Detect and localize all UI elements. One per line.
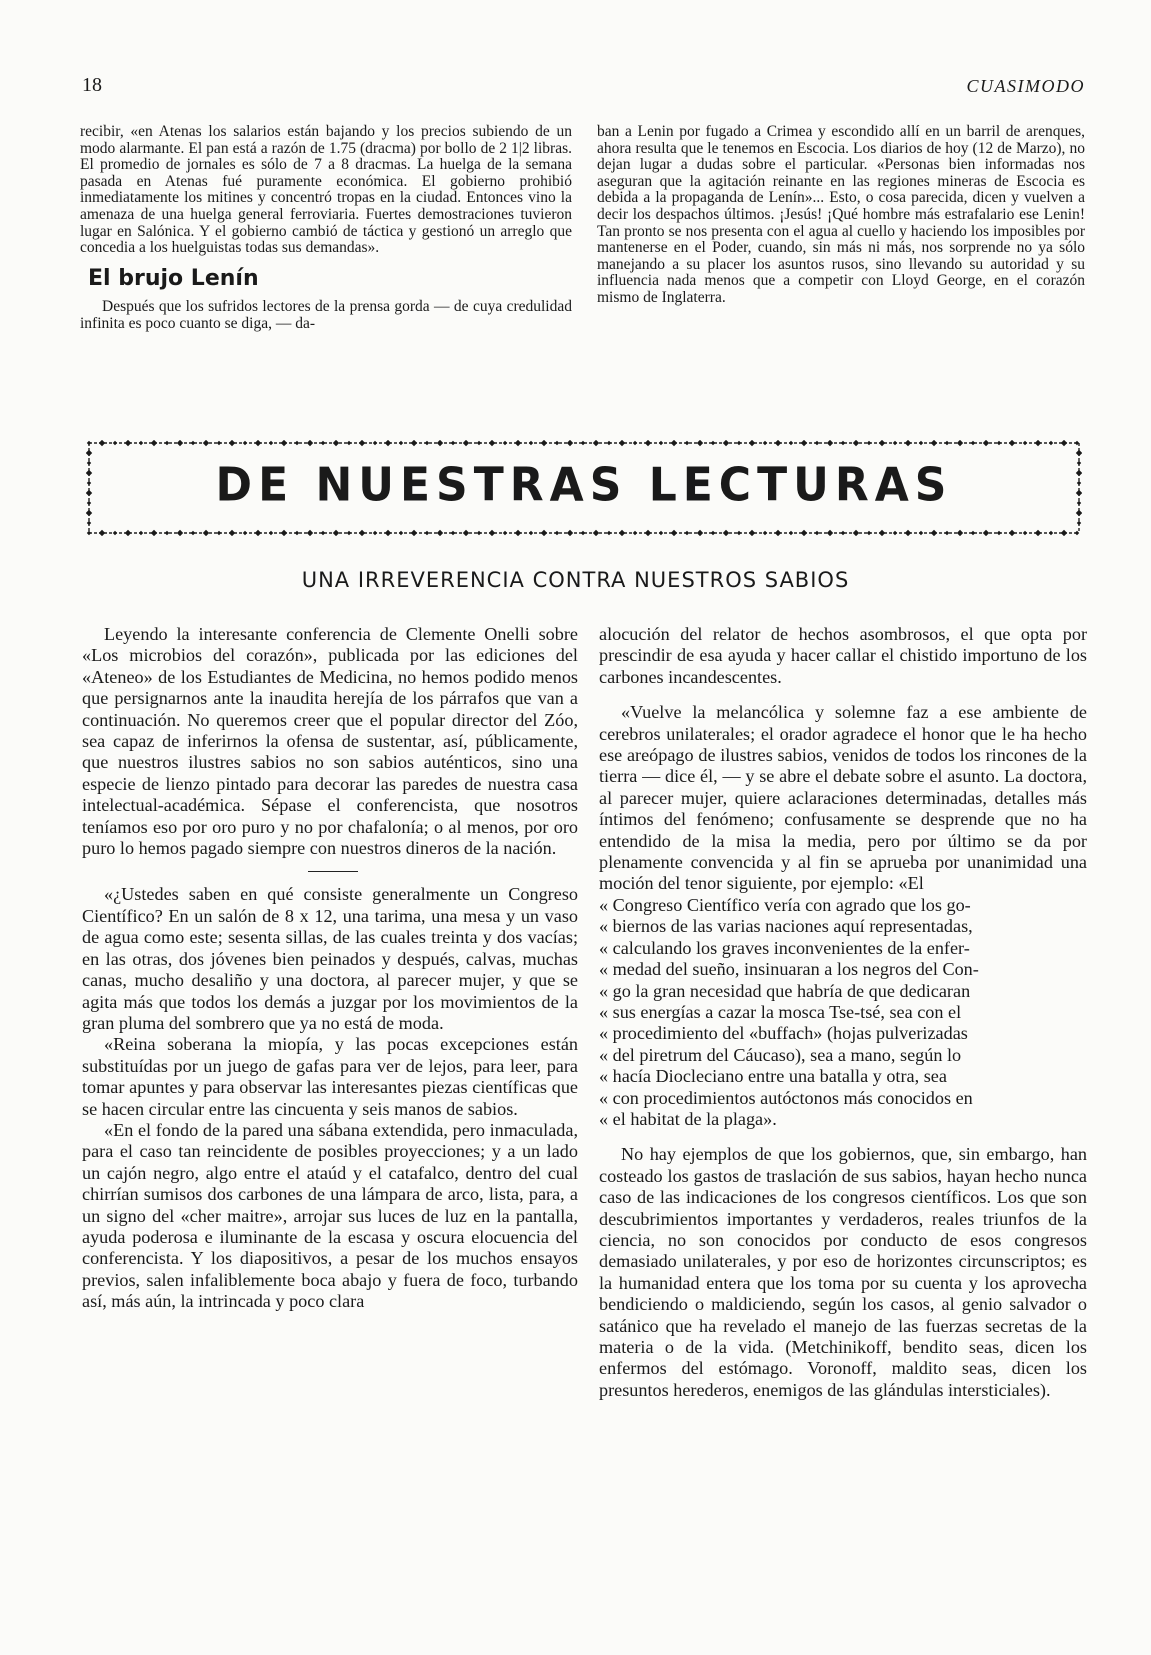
border-diamond-ornament (333, 440, 339, 446)
border-diamond-ornament (529, 441, 533, 445)
border-diamond-ornament (99, 530, 105, 536)
border-diamond-ornament (463, 530, 469, 536)
border-diamond-ornament (775, 530, 781, 536)
quote-line: « Congreso Científico vería con agrado que los go- (599, 894, 971, 915)
border-diamond-ornament (269, 441, 273, 445)
border-diamond-ornament (139, 441, 143, 445)
border-diamond-ornament (281, 530, 287, 536)
border-diamond-ornament (373, 441, 377, 445)
border-diamond-ornament (879, 440, 885, 446)
border-diamond-ornament (1023, 531, 1027, 535)
border-diamond-ornament (229, 440, 235, 446)
border-diamond-ornament (86, 450, 92, 456)
paragraph: No hay ejemplos de que los gobiernos, que, sin embargo, han costeado los gastos de traslación de sus sabios, hayan hecho nunca caso de las indicaciones de los congresos científicos. Los que son descubrimientos importantes y verdaderos, reales triunfos de la ciencia, no son conocidos por conducto de esos congresos demasiado unilaterales, y por eso de horizontes circunscriptos; es la humanidad entera que los toma por su cuenta y los aprovecha bendiciendo o maldiciendo, según los casos, al genio salvador o satánico que ha revelado el manejo de las fuerzas secretas de la materia o de la vida. (Metchinikoff, bendito seas, dicen los enfermos del estómago. Voronoff, maldito seas, dicen los presuntos herederos, enemigos de las glándulas intersticiales). (599, 1144, 1087, 1400)
border-diamond-ornament (125, 530, 131, 536)
border-diamond-ornament (217, 441, 221, 445)
quote-line: « hacía Diocleciano entre una batalla y otra, sea (599, 1066, 947, 1087)
border-diamond-ornament (763, 441, 767, 445)
border-diamond-ornament (749, 530, 755, 536)
border-diamond-ornament (827, 530, 833, 536)
border-diamond-ornament (373, 531, 377, 535)
paragraph: ban a Lenin por fugado a Crimea y escondido allí en un barril de arenques, ahora resulta que le tenemos en Escocia. Los diarios de hoy (12 de Marzo), no dejan lugar a dudas sobre el particular. «Personas bien informadas nos aseguran que la agitación reinante en las regiones mineras de Escocia es debida a la propaganda de Lenín»... Esto, o cosa parecida, dicen y vuelven a decir los despachos últimos. ¡Jesús! ¡Qué hombre más estrafalario ese Lenin! Tan pronto se nos presenta con el agua al cuello y haciendo los imposibles por mantenerse en el Poder, cuando, sin más ni más, nos sorprende no ya sólo manejando a su placer los asuntos rusos, sino llevando su autoridad y su influencia nada menos que a competir con Lloyd George, en el corazón mismo de Inglaterra. (597, 123, 1085, 306)
quote-line: « medad del sueño, insinuaran a los negros del Con- (599, 959, 979, 980)
border-diamond-ornament (945, 531, 949, 535)
border-diamond-ornament (645, 530, 651, 536)
border-diamond-ornament (997, 531, 1001, 535)
border-diamond-ornament (321, 441, 325, 445)
border-diamond-ornament (815, 531, 819, 535)
section-title: DE NUESTRAS LECTURAS (215, 458, 953, 513)
border-diamond-ornament (99, 440, 105, 446)
border-diamond-ornament (203, 530, 209, 536)
border-diamond-ornament (243, 531, 247, 535)
border-diamond-ornament (515, 530, 521, 536)
border-diamond-ornament (399, 441, 403, 445)
border-diamond-ornament (607, 531, 611, 535)
border-diamond-ornament (411, 530, 417, 536)
border-diamond-ornament (1061, 530, 1067, 536)
border-diamond-ornament (541, 440, 547, 446)
quote-line: « del piretrum del Cáucaso), sea a mano, según lo (599, 1044, 962, 1065)
section-banner (86, 440, 1082, 536)
border-diamond-ornament (243, 441, 247, 445)
border-diamond-ornament (385, 530, 391, 536)
paragraph: Leyendo la interesante conferencia de Clemente Onelli sobre «Los microbios del corazón», publicada por las ediciones del «Ateneo» de los Estudiantes de Medicina, no hemos podido menos que persignarnos ante la inaudita herejía de los párrafos que van a continuación. No queremos creer que el popular director del Zóo, sea capaz de inferirnos la ofensa de sustentar, así, públicamente, que nuestros ilustres sabios no son sabios auténticos, sino una especie de lienzo pintado para decorar las paredes de nuestra casa intelectual-académica. Sépase el conferencista, que nosotros teníamos eso por oro puro y no por chafalonía; o al menos, por oro puro lo hemos pagado siempre con nuestros dineros de la nación. (82, 624, 578, 859)
border-diamond-ornament (541, 530, 547, 536)
border-diamond-ornament (853, 440, 859, 446)
border-diamond-ornament (191, 441, 195, 445)
border-diamond-ornament (1009, 530, 1015, 536)
border-diamond-ornament (555, 441, 559, 445)
border-diamond-ornament (477, 531, 481, 535)
border-diamond-ornament (399, 531, 403, 535)
border-diamond-ornament (177, 530, 183, 536)
border-diamond-ornament (333, 530, 339, 536)
border-diamond-ornament (737, 531, 741, 535)
paragraph: «¿Ustedes saben en qué consiste generalmente un Congreso Científico? En un salón de 8 x 12, una tarima, una mesa y un vaso de agua como este; sesenta sillas, de las cuales treinta y dos vacías; en las otras, dos jóvenes bien peinados y después, calvas, muchas canas, mucho desaliño y una doctora, al parecer mujer, y que se agita más que todos los demás a juzgar por los movimientos de la gran pluma del sombrero que ya no está de moda. (82, 884, 578, 1033)
border-diamond-ornament (437, 530, 443, 536)
border-diamond-ornament (685, 531, 689, 535)
border-diamond-ornament (905, 440, 911, 446)
border-diamond-ornament (151, 530, 157, 536)
border-diamond-ornament (1076, 450, 1082, 456)
paragraph: Después que los sufridos lectores de la prensa gorda — de cuya credulidad infinita es poco cuanto se diga, — da- (80, 298, 572, 332)
border-diamond-ornament (659, 441, 663, 445)
quote-line: « el habitat de la plaga». (599, 1108, 777, 1129)
border-diamond-ornament (749, 440, 755, 446)
border-diamond-ornament (503, 531, 507, 535)
top-left-column (80, 124, 572, 333)
border-diamond-ornament (867, 441, 871, 445)
border-diamond-ornament (321, 531, 325, 535)
border-diamond-ornament (619, 440, 625, 446)
border-diamond-ornament (867, 531, 871, 535)
border-diamond-ornament (671, 440, 677, 446)
border-diamond-ornament (581, 441, 585, 445)
border-diamond-ornament (515, 440, 521, 446)
border-diamond-ornament (255, 530, 261, 536)
border-diamond-ornament (295, 531, 299, 535)
border-diamond-ornament (905, 530, 911, 536)
border-diamond-ornament (945, 441, 949, 445)
border-diamond-ornament (723, 440, 729, 446)
border-diamond-ornament (711, 441, 715, 445)
border-diamond-ornament (593, 440, 599, 446)
border-diamond-ornament (801, 530, 807, 536)
border-diamond-ornament (451, 531, 455, 535)
paragraph: alocución del relator de hechos asombrosos, el que opta por prescindir de esa ayuda y hacer callar el chistido importuno de los carbones incandescentes. (599, 624, 1087, 687)
border-diamond-ornament (593, 530, 599, 536)
border-diamond-ornament (1035, 530, 1041, 536)
border-diamond-ornament (1035, 440, 1041, 446)
border-diamond-ornament (931, 530, 937, 536)
paragraph: recibir, «en Atenas los salarios están bajando y los precios subiendo de un modo alarmante. El pan está a razón de 1.75 (dracma) por bollo de 2 1|2 libras. El promedio de jornales es sólo de 7 a 8 dracmas. La huelga de la semana pasada en Atenas fué puramente económica. El gobierno prohibió inmediatamente los mitines y concentró tropas en la ciudad. Entonces vino la amenaza de una huelga general ferroviaria. Fuertes demostraciones tuvieron lugar en Salónica. Y el gobierno cambió de táctica y gestionó un arreglo que concedia a los huelguistas todas sus demandas». (80, 123, 572, 257)
border-diamond-ornament (893, 531, 897, 535)
border-diamond-ornament (425, 441, 429, 445)
border-diamond-ornament (359, 530, 365, 536)
paragraph: «Vuelve la melancólica y solemne faz a ese ambiente de cerebros unilaterales; el orador agradece el honor que le ha hecho ese areópago de ilustres sabios, venidos de todos los rincones de la tierra — dice él, — y se abre el debate sobre el asunto. La doctora, al parecer mujer, quiere aclaraciones determinadas, detalles más íntimos del fenómeno; confusamente se desprende que no ha entendido de la misa la media, pero por último se da por plenamente convencida y al fin se aprueba por unanimidad una moción del tenor siguiente, por ejemplo: «El (599, 702, 1087, 894)
border-diamond-ornament (723, 530, 729, 536)
border-diamond-ornament (477, 441, 481, 445)
border-diamond-ornament (281, 440, 287, 446)
border-diamond-ornament (165, 441, 169, 445)
border-diamond-ornament (1049, 441, 1053, 445)
quote-line: « procedimiento del «buffach» (hojas pulverizadas (599, 1023, 968, 1044)
border-diamond-ornament (853, 530, 859, 536)
border-diamond-ornament (671, 530, 677, 536)
border-diamond-ornament (295, 441, 299, 445)
border-diamond-ornament (385, 440, 391, 446)
border-diamond-ornament (697, 530, 703, 536)
border-diamond-ornament (1061, 440, 1067, 446)
border-diamond-ornament (997, 441, 1001, 445)
paragraph: «En el fondo de la pared una sábana extendida, pero inmaculada, para el caso tan reincidente de posibles proyecciones; y a un lado un cajón negro, algo entre el ataúd y el catafalco, dentro del cual chirrían sumisos dos carbones de una lámpara de arco, lista, para, a un signo del «cher maitre», arrojar sus luces de luz en la pantalla, ayuda poderosa e iluminante de la escasa y oscura elocuencia del conferencista. Y los diapositivos, a pesar de los muchos ensayos previos, salen infaliblemente boca abajo y fuera de foco, turbando así, más aún, la intrincada y poco clara (82, 1119, 578, 1312)
border-diamond-ornament (919, 531, 923, 535)
border-diamond-ornament (893, 441, 897, 445)
border-diamond-ornament (255, 440, 261, 446)
article-right-column (599, 624, 1087, 1401)
quote-line: « go la gran necesidad que habría de que dedicaran (599, 980, 971, 1001)
border-diamond-ornament (139, 531, 143, 535)
border-diamond-ornament (685, 441, 689, 445)
border-diamond-ornament (489, 440, 495, 446)
border-diamond-ornament (489, 530, 495, 536)
border-diamond-ornament (307, 440, 313, 446)
border-diamond-ornament (983, 440, 989, 446)
border-diamond-ornament (659, 531, 663, 535)
border-diamond-ornament (789, 531, 793, 535)
border-diamond-ornament (957, 440, 963, 446)
border-diamond-ornament (697, 440, 703, 446)
border-diamond-ornament (1075, 531, 1079, 535)
border-diamond-ornament (607, 441, 611, 445)
border-diamond-ornament (983, 530, 989, 536)
border-diamond-ornament (567, 440, 573, 446)
border-diamond-ornament (425, 531, 429, 535)
border-diamond-ornament (633, 531, 637, 535)
border-diamond-ornament (503, 441, 507, 445)
border-diamond-ornament (347, 441, 351, 445)
border-diamond-ornament (451, 441, 455, 445)
border-diamond-ornament (217, 531, 221, 535)
border-diamond-ornament (165, 531, 169, 535)
border-diamond-ornament (269, 531, 273, 535)
border-diamond-ornament (919, 441, 923, 445)
border-diamond-ornament (827, 440, 833, 446)
border-diamond-ornament (763, 531, 767, 535)
quote-line: « sus energías a cazar la mosca Tse-tsé, sea con el (599, 1001, 962, 1022)
border-diamond-ornament (359, 440, 365, 446)
border-diamond-ornament (789, 441, 793, 445)
border-diamond-ornament (229, 530, 235, 536)
border-diamond-ornament (815, 441, 819, 445)
border-diamond-ornament (113, 531, 117, 535)
quote-line: « con procedimientos autóctonos más conocidos en (599, 1087, 973, 1108)
border-diamond-ornament (841, 441, 845, 445)
border-diamond-ornament (87, 531, 91, 535)
article-left-column (82, 624, 578, 1313)
border-diamond-ornament (203, 440, 209, 446)
border-diamond-ornament (1009, 440, 1015, 446)
running-head: CUASIMODO (966, 76, 1085, 96)
border-diamond-ornament (307, 530, 313, 536)
border-diamond-ornament (841, 531, 845, 535)
border-diamond-ornament (971, 531, 975, 535)
border-diamond-ornament (437, 440, 443, 446)
border-diamond-ornament (463, 440, 469, 446)
border-diamond-ornament (191, 531, 195, 535)
border-diamond-ornament (737, 441, 741, 445)
paragraph: «Reina soberana la miopía, y las pocas excepciones están substituídas por un juego de gafas para ver de lejos, para leer, para tomar apuntes y para observar las interesantes piezas científicas que se hacen circular entre las cincuenta y seis manos de sabios. (82, 1034, 578, 1119)
border-diamond-ornament (567, 530, 573, 536)
border-diamond-ornament (1049, 531, 1053, 535)
quote-line: « biernos de las varias naciones aquí representadas, (599, 916, 973, 937)
border-diamond-ornament (711, 531, 715, 535)
border-diamond-ornament (411, 440, 417, 446)
border-diamond-ornament (775, 440, 781, 446)
border-diamond-ornament (529, 531, 533, 535)
border-diamond-ornament (87, 521, 91, 525)
border-diamond-ornament (619, 530, 625, 536)
border-diamond-ornament (87, 441, 91, 445)
border-diamond-ornament (1077, 521, 1081, 525)
quote-line: « calculando los graves inconvenientes de la enfer- (599, 937, 970, 958)
border-diamond-ornament (151, 440, 157, 446)
border-diamond-ornament (125, 440, 131, 446)
subheading: El brujo Lenín (88, 265, 259, 291)
border-diamond-ornament (645, 440, 651, 446)
border-diamond-ornament (581, 531, 585, 535)
border-diamond-ornament (931, 440, 937, 446)
border-diamond-ornament (1023, 441, 1027, 445)
top-right-column (597, 124, 1085, 307)
border-diamond-ornament (113, 441, 117, 445)
border-diamond-ornament (801, 440, 807, 446)
border-diamond-ornament (957, 530, 963, 536)
border-diamond-ornament (555, 531, 559, 535)
border-diamond-ornament (347, 531, 351, 535)
article-title: UNA IRREVERENCIA CONTRA NUESTROS SABIOS (301, 568, 850, 592)
border-diamond-ornament (177, 440, 183, 446)
border-diamond-ornament (971, 441, 975, 445)
separator-rule (308, 871, 358, 872)
border-diamond-ornament (633, 441, 637, 445)
page-number: 18 (82, 74, 102, 96)
border-diamond-ornament (879, 530, 885, 536)
